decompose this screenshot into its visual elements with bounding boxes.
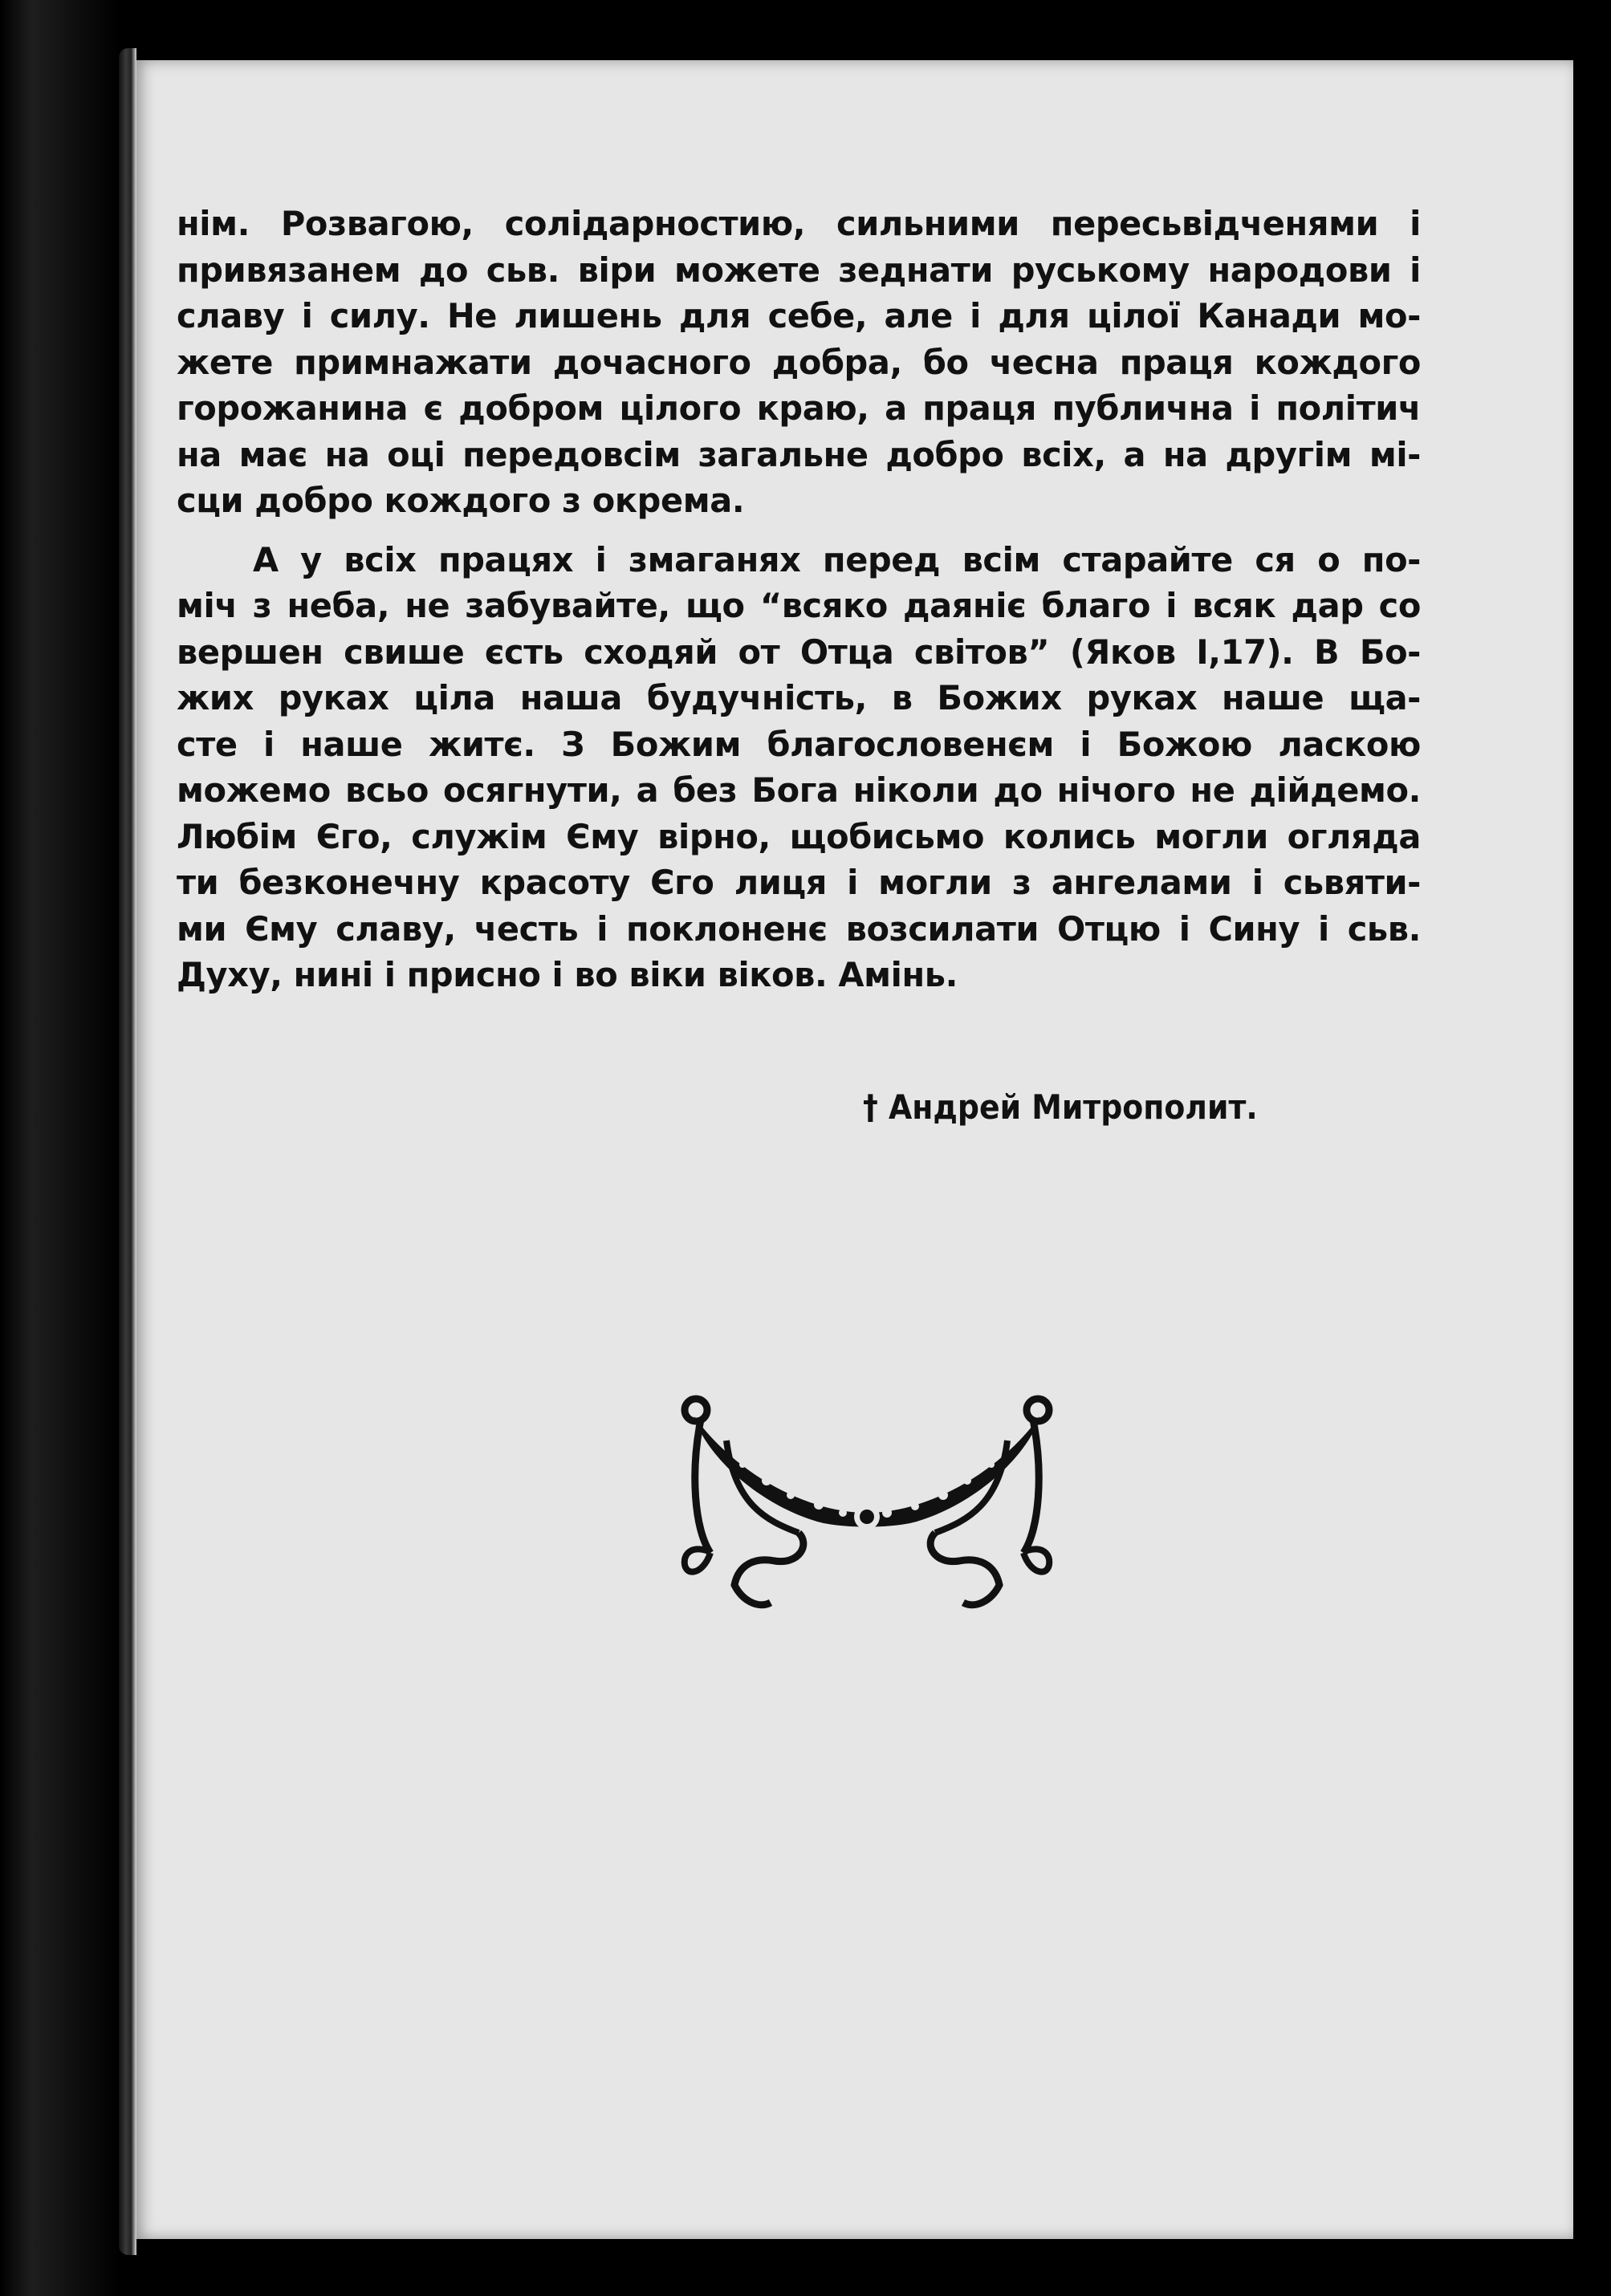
book-binding xyxy=(119,48,136,2255)
body-text xyxy=(177,201,1421,998)
text-line: на має на оці передовсім загальне добро всіх, а на другім мі- xyxy=(177,434,1421,474)
text-line: жих руках ціла наша будучність, в Божих руках наше ща- xyxy=(177,678,1421,717)
text-line: міч з неба, не забувайте, що “всяко даяніє благо і всяк дар со xyxy=(177,586,1421,625)
text-line: Любім Єго, служім Єму вірно, щобисьмо колись могли огляда xyxy=(177,816,1421,856)
text-line: славу і силу. Не лишень для себе, але і для цілої Канади мо- xyxy=(177,296,1421,335)
left-page-edge xyxy=(0,0,120,2296)
text-line: можемо всьо осягнути, а без Бога ніколи до нічого не дійдемо. xyxy=(177,770,1421,810)
text-line: сци добро кождого з окрема. xyxy=(177,481,745,520)
text-line: нім. Розвагою, солідарностию, сильними пересьвідченями і xyxy=(177,204,1421,243)
garland-ornament-icon xyxy=(678,1392,1056,1617)
paragraph-1 xyxy=(177,201,1421,524)
text-line: сте і наше житє. З Божим благословенєм і Божою ласкою xyxy=(177,724,1421,764)
text-line: горожанина є добром цілого краю, а праця публична і політич xyxy=(177,388,1421,428)
text-line: вершен свише єсть сходяй от Отца світов” (Яков І,17). В Бо- xyxy=(177,632,1421,672)
text-line: привязанем до сьв. віри можете зеднати руському народови і xyxy=(177,250,1421,290)
text-line: жете примнажати дочасного добра, бо чесна праця кождого xyxy=(177,342,1421,382)
paragraph-gap xyxy=(177,524,1421,537)
text-line: ти безконечну красоту Єго лиця і могли з ангелами і сьвяти- xyxy=(177,863,1421,902)
signature: † Андрей Митрополит. xyxy=(863,1087,1258,1127)
text-line: ми Єму славу, честь і поклоненє возсилати Отцю і Сину і сьв. xyxy=(177,908,1421,949)
paragraph-2 xyxy=(177,537,1421,998)
text-line: Духу, нині і присно і во віки віков. Амінь. xyxy=(177,955,958,994)
text-line: А у всіх працях і змаганях перед всім старайте ся о по- xyxy=(253,539,1421,579)
